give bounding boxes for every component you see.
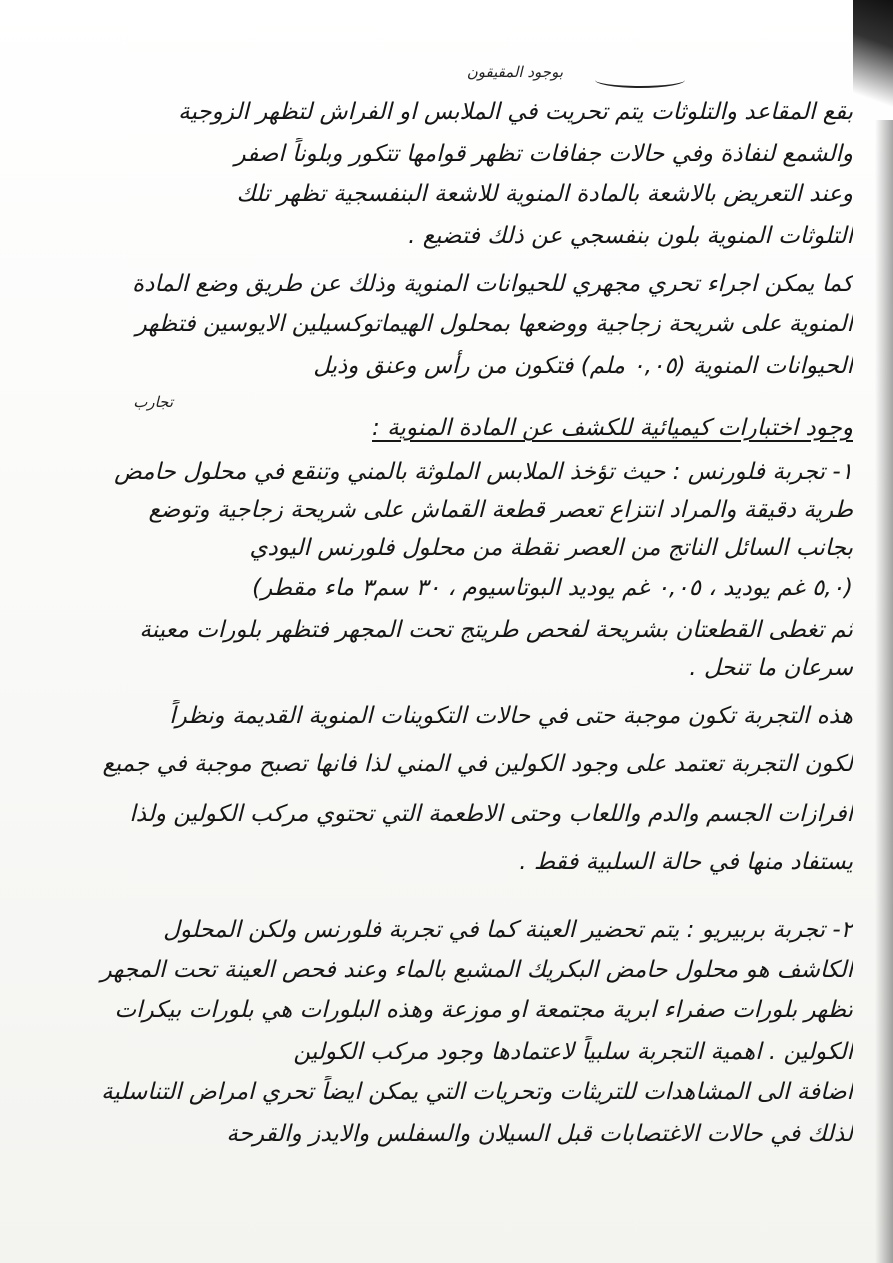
text-line-20: تظهر بلورات صفراء ابرية مجتمعة او موزعة وهذه البلورات هي بلورات بيكرات: [114, 997, 853, 1023]
insertion-note: بوجود المقيقون: [466, 63, 563, 81]
text-line-13: سرعان ما تنحل .: [689, 655, 853, 681]
scan-edge-shadow: [875, 120, 893, 1263]
text-line-7: الحيوانات المنوية (٠,٠٥ ملم) فتكون من رأس وعنق وذيل: [313, 353, 853, 379]
text-line-15: لكون التجربة تعتمد على وجود الكولين في المني لذا فانها تصبح موجبة في جميع: [102, 751, 853, 777]
text-line-12: ثم تغطى القطعتان بشريحة لفحص طريتج تحت المجهر فتظهر بلورات معينة: [139, 617, 853, 643]
insertion-note-2: تجارب: [133, 393, 173, 411]
insertion-caret: [595, 72, 685, 88]
text-line-21: الكولين . اهمية التجربة سلبياً لاعتمادها وجود مركب الكولين: [293, 1039, 853, 1065]
text-line-3: وعند التعريض بالاشعة بالمادة المنوية للاشعة البنفسجية تظهر تلك: [236, 181, 853, 207]
text-line-5: كما يمكن اجراء تحري مجهري للحيوانات المنوية وذلك عن طريق وضع المادة: [132, 271, 853, 297]
scan-corner-shadow: [853, 0, 893, 120]
text-line-9: طرية دقيقة والمراد انتزاع تعصر قطعة القماش على شريحة زجاجية وتوضع: [148, 497, 853, 523]
text-line-22: اضافة الى المشاهدات للتريثات وتحريات التي يمكن ايضاً تحري امراض التناسلية: [101, 1079, 853, 1105]
text-line-4: التلوثات المنوية بلون بنفسجي عن ذلك فتضيع .: [408, 223, 853, 249]
text-line-11: (٥,٠ غم يوديد ، ٠,٠٥ غم يوديد البوتاسيوم ، ٣٠ سم٣ ماء مقطر): [252, 575, 853, 601]
text-line-2: والشمع لنفاذة وفي حالات جفافات تظهر قوامها تتكور وبلوناً اصفر: [234, 141, 853, 167]
text-line-8: ١- تجربة فلورنس : حيث تؤخذ الملابس الملوثة بالمني وتنقع في محلول حامض: [114, 459, 853, 485]
text-line-23: لذلك في حالات الاغتصابات قبل السيلان والسفلس والايدز والقرحة: [226, 1121, 853, 1147]
text-line-17: يستفاد منها في حالة السلبية فقط .: [519, 849, 853, 875]
section-heading: وجود اختبارات كيميائية للكشف عن المادة المنوية :: [372, 415, 853, 441]
text-line-16: افرازات الجسم والدم واللعاب وحتى الاطعمة التي تحتوي مركب الكولين ولذا: [129, 801, 853, 827]
text-line-14: هذه التجربة تكون موجبة حتى في حالات التكوينات المنوية القديمة ونظراً: [169, 703, 853, 729]
text-line-18: ٢- تجربة بربيريو : يتم تحضير العينة كما في تجربة فلورنس ولكن المحلول: [163, 917, 853, 943]
text-line-1: بقع المقاعد والتلوثات يتم تحريت في الملابس او الفراش لتظهر الزوجية: [178, 99, 853, 125]
text-line-10: بجانب السائل الناتج من العصر نقطة من محلول فلورنس اليودي: [249, 535, 853, 561]
text-line-19: الكاشف هو محلول حامض البكريك المشبع بالماء وعند فحص العينة تحت المجهر: [100, 957, 853, 983]
text-line-6: المنوية على شريحة زجاجية ووضعها بمحلول الهيماتوكسيلين الايوسين فتظهر: [135, 311, 853, 337]
